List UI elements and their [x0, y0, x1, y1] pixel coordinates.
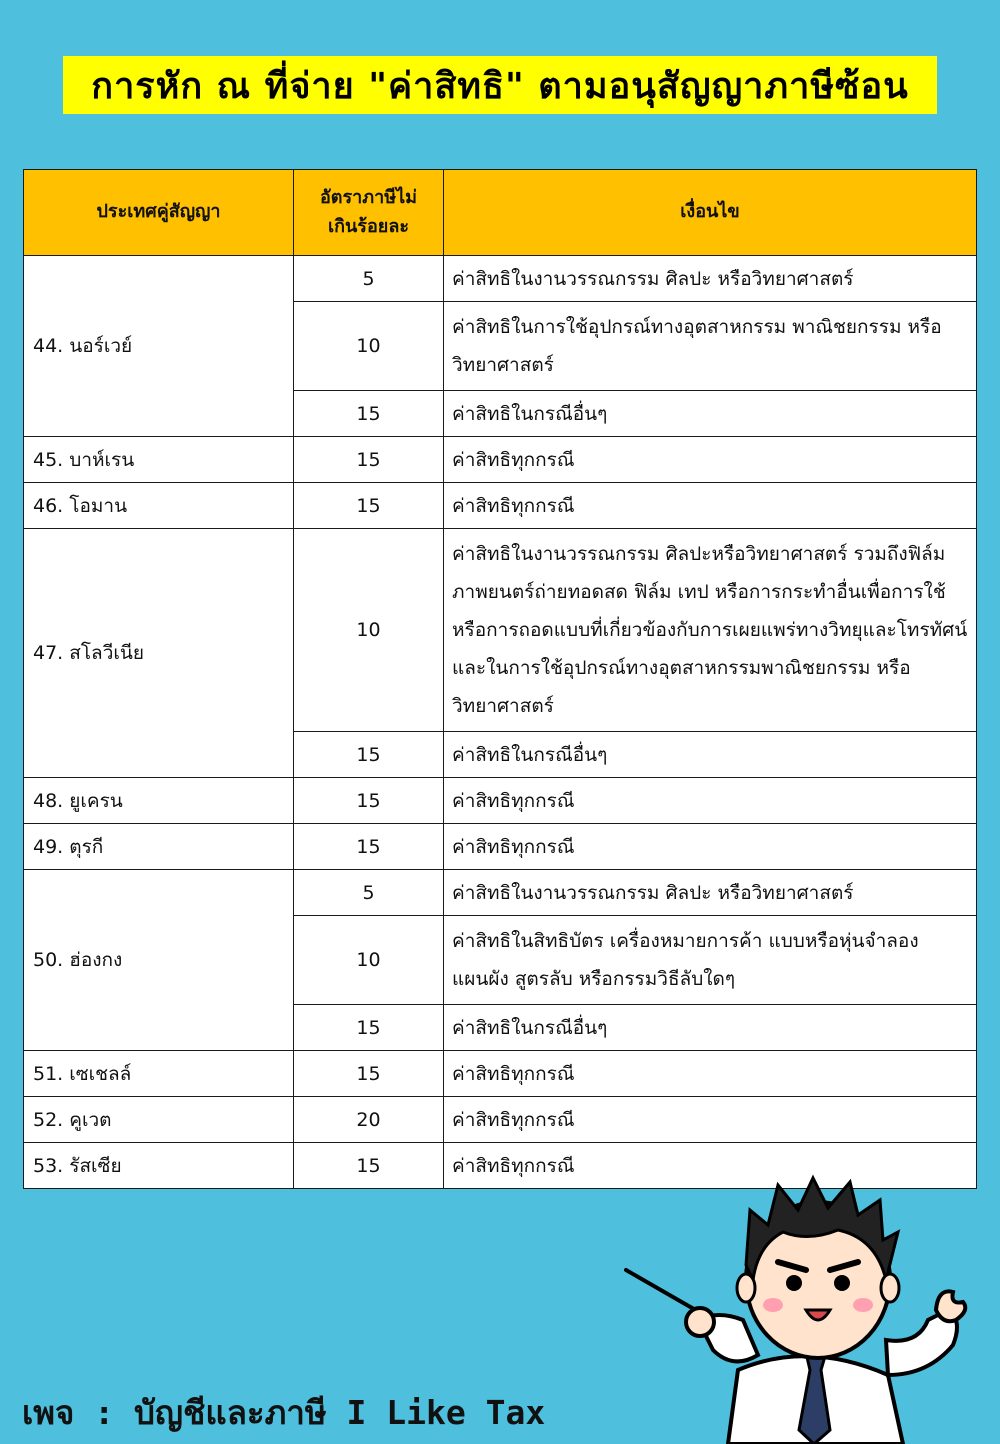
country-cell: 52. คูเวต [24, 1097, 294, 1143]
condition-cell: ค่าสิทธิในงานวรรณกรรม ศิลปะ หรือวิทยาศาสตร์ [444, 256, 977, 302]
country-cell: 48. ยูเครน [24, 778, 294, 824]
page-title: การหัก ณ ที่จ่าย "ค่าสิทธิ" ตามอนุสัญญาภาษีซ้อน [63, 56, 937, 114]
header-rate-label: อัตราภาษีไม่เกินร้อยละ [319, 186, 418, 237]
country-cell: 45. บาห์เรน [24, 437, 294, 483]
header-country: ประเทศคู่สัญญา [24, 170, 294, 256]
rate-cell: 5 [294, 870, 444, 916]
right-cheek [853, 1298, 873, 1312]
condition-cell: ค่าสิทธิในสิทธิบัตร เครื่องหมายการค้า แบบหรือหุ่นจำลอง แผนผัง สูตรลับ หรือกรรมวิธีลับใดๆ [444, 916, 977, 1005]
rate-cell: 10 [294, 302, 444, 391]
table-row [24, 824, 977, 870]
condition-cell: ค่าสิทธิทุกกรณี [444, 1143, 977, 1189]
rate-cell: 10 [294, 916, 444, 1005]
condition-cell: ค่าสิทธิทุกกรณี [444, 1097, 977, 1143]
country-cell: 53. รัสเซีย [24, 1143, 294, 1189]
left-hand [686, 1308, 714, 1336]
rate-cell: 15 [294, 1143, 444, 1189]
left-eye [786, 1275, 802, 1291]
right-hand [936, 1291, 965, 1321]
rate-cell: 5 [294, 256, 444, 302]
rate-cell: 20 [294, 1097, 444, 1143]
condition-cell: ค่าสิทธิในกรณีอื่นๆ [444, 391, 977, 437]
country-cell: 46. โอมาน [24, 483, 294, 529]
right-ear [881, 1274, 899, 1302]
country-cell: 50. ฮ่องกง [24, 870, 294, 1051]
rate-cell: 15 [294, 391, 444, 437]
rate-cell: 15 [294, 824, 444, 870]
rate-cell: 15 [294, 483, 444, 529]
rate-cell: 15 [294, 1005, 444, 1051]
header-rate [294, 170, 444, 256]
mascot-illustration [618, 1170, 978, 1444]
rate-cell: 15 [294, 1051, 444, 1097]
rate-cell: 15 [294, 732, 444, 778]
table-row [24, 529, 977, 732]
table-row [24, 1097, 977, 1143]
condition-cell: ค่าสิทธิในกรณีอื่นๆ [444, 732, 977, 778]
table-header-row [24, 170, 977, 256]
condition-cell: ค่าสิทธิในงานวรรณกรรม ศิลปะหรือวิทยาศาสตร์ รวมถึงฟิล์มภาพยนตร์ถ่ายทอดสด ฟิล์ม เทป หรือการกระทำอื่นเพื่อการใช้หรือการถอดแบบที่เกี่ยวข้องกับการเผยแพร่ทางวิทยุและโทรทัศน์ และในการใช้อุปกรณ์ทางอุตสาหกรรมพาณิชยกรรม หรือวิทยาศาสตร์ [444, 529, 977, 732]
country-cell: 51. เซเชลล์ [24, 1051, 294, 1097]
table-row [24, 437, 977, 483]
page-credit: เพจ : บัญชีและภาษี I Like Tax [22, 1393, 546, 1432]
condition-cell: ค่าสิทธิทุกกรณี [444, 437, 977, 483]
condition-cell: ค่าสิทธิทุกกรณี [444, 778, 977, 824]
left-ear [737, 1274, 755, 1302]
left-cheek [763, 1298, 783, 1312]
condition-cell: ค่าสิทธิในกรณีอื่นๆ [444, 1005, 977, 1051]
rate-cell: 10 [294, 529, 444, 732]
condition-cell: ค่าสิทธิทุกกรณี [444, 483, 977, 529]
table-row [24, 483, 977, 529]
table-row [24, 778, 977, 824]
table-row [24, 1051, 977, 1097]
country-cell: 49. ตุรกี [24, 824, 294, 870]
condition-cell: ค่าสิทธิในงานวรรณกรรม ศิลปะ หรือวิทยาศาสตร์ [444, 870, 977, 916]
country-cell: 47. สโลวีเนีย [24, 529, 294, 778]
rate-cell: 15 [294, 778, 444, 824]
table-row [24, 256, 977, 302]
rate-cell: 15 [294, 437, 444, 483]
country-cell: 44. นอร์เวย์ [24, 256, 294, 437]
condition-cell: ค่าสิทธิทุกกรณี [444, 824, 977, 870]
condition-cell: ค่าสิทธิทุกกรณี [444, 1051, 977, 1097]
table-row [24, 870, 977, 916]
table-body [24, 256, 977, 1189]
header-condition: เงื่อนไข [444, 170, 977, 256]
condition-cell: ค่าสิทธิในการใช้อุปกรณ์ทางอุตสาหกรรม พาณิชยกรรม หรือวิทยาศาสตร์ [444, 302, 977, 391]
right-eye [834, 1275, 850, 1291]
royalty-tax-table [23, 169, 977, 1189]
